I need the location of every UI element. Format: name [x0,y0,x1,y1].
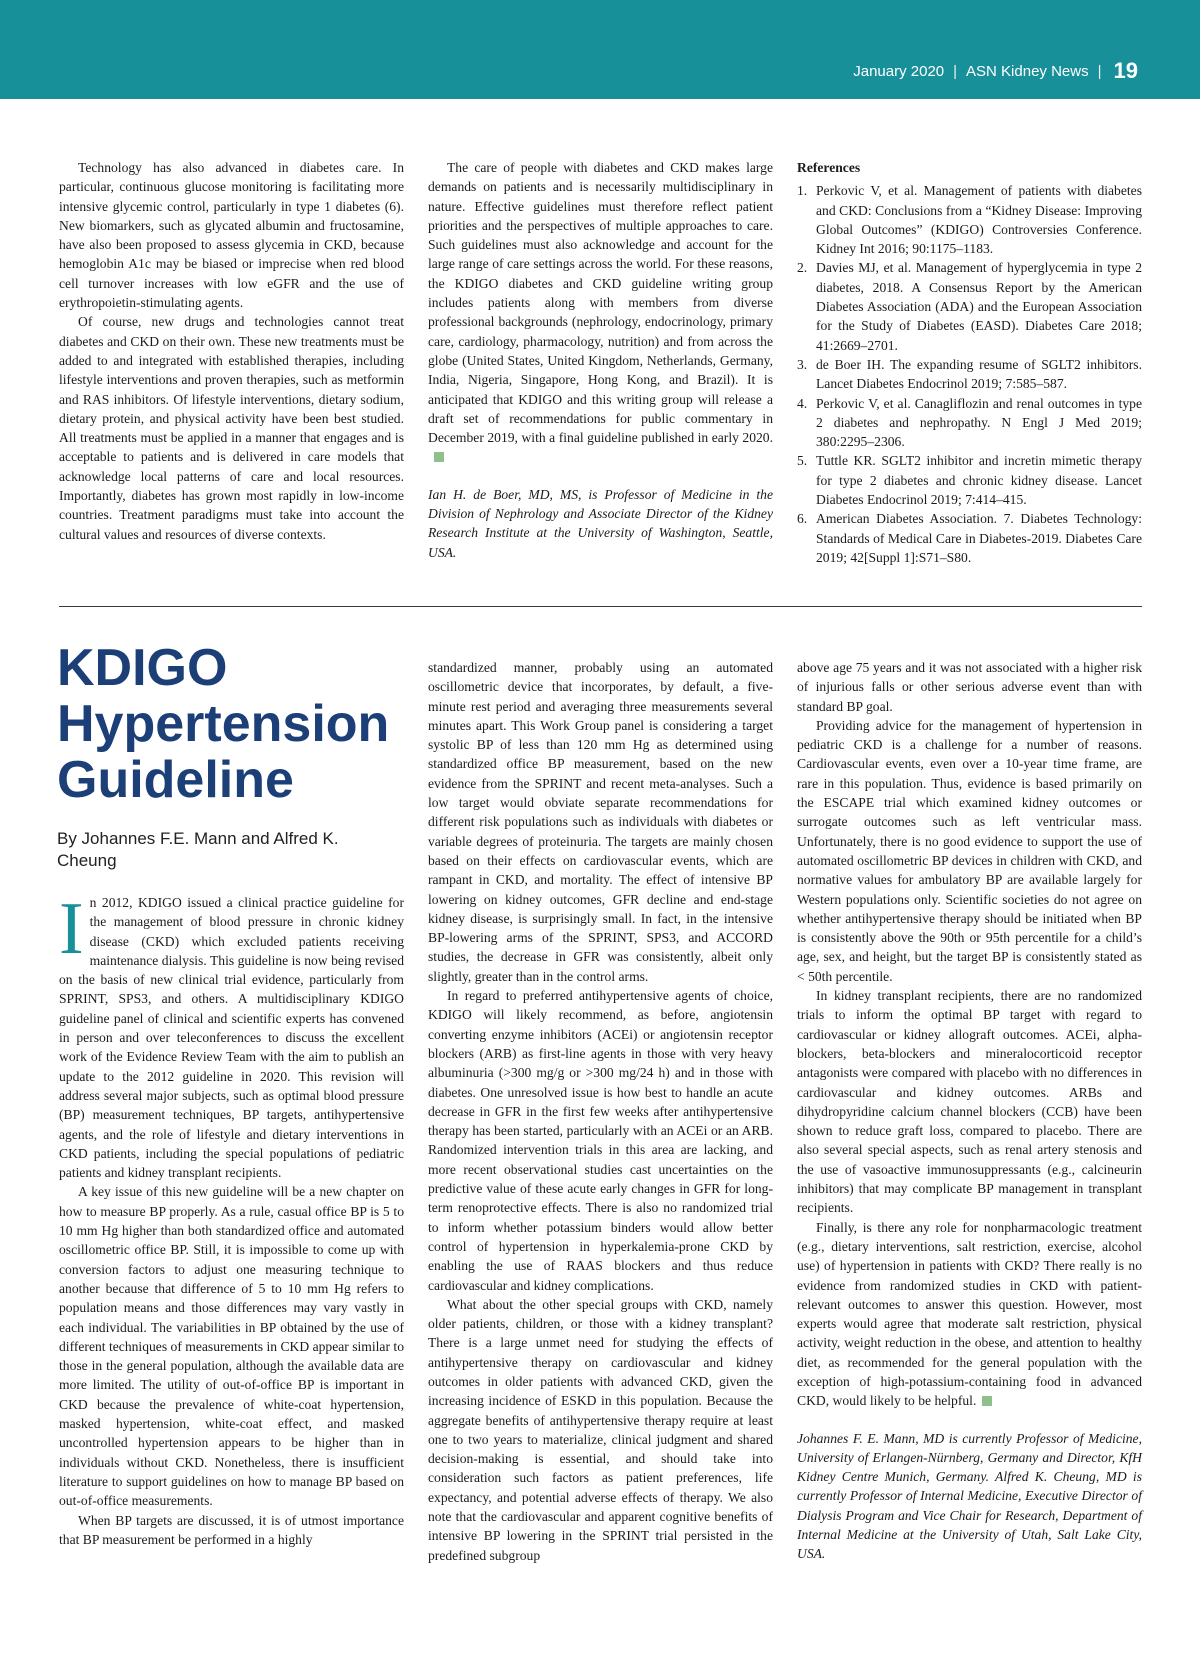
main-article-column-1 [59,888,404,1549]
paragraph: A key issue of this new guideline will be a new chapter on how to measure BP properly. As a rule, casual office BP is 5 to 10 mm Hg higher than both standardized office and automated oscillometric office BP. Still, it is impossible to come up with conversion factors to adjust one measuring technique to another because that difference of 5 to 10 mm Hg refers to population means and those differences may vary vastly in each individual. The variabilities in BP obtained by the use of different techniques of measurements in CKD appear similar to those in the general population, although the available data are more limited. The utility of out-of-office BP is important in CKD because the prevalence of white-coat hypertension, masked hypertension, white-coat effect, and masked uncontrolled hypertension appears to be higher than in individuals without CKD. Nonetheless, there is insufficient literature to support guidelines on how to manage BP based on out-of-office measurements. [59,1184,404,1509]
end-mark-icon [982,1396,992,1406]
reference-number: 3. [797,356,808,372]
reference-text: Perkovic V, et al. Management of patients with diabetes and CKD: Conclusions from a “Kidney Disease: Improving Global Outcomes” (KDIGO) Controversies Conference. Kidney Int 2016; 90:1175–1183. [816,183,1142,257]
header-bar [0,0,1200,99]
article-title: KDIGO Hypertension Guideline [57,639,390,809]
reference-text: Davies MJ, et al. Management of hyperglycemia in type 2 diabetes, 2018. A Consensus Report by the American Diabetes Association (ADA) and the European Association for the Study of Diabetes (EASD). Diabetes Care 2018; 41:2669–2701. [816,260,1142,353]
reference-number: 5. [797,453,808,469]
paragraph-text: The care of people with diabetes and CKD makes large demands on patients and is necessarily multidisciplinary in nature. Effective guidelines must therefore reflect patient priorities and the perspectives of multiple approaches to care. Such guidelines must also acknowledge and account for the large range of care settings across the world. For these reasons, the KDIGO diabetes and CKD guideline writing group includes patients along with members from diverse professional backgrounds (nephrology, endocrinology, primary care, cardiology, pharmacology, nutrition) and from across the globe (United States, United Kingdom, Netherlands, Germany, India, Nigeria, Singapore, Hong Kong, and Brazil). It is anticipated that KDIGO and this writing group will release a draft set of recommendations for public commentary in December 2019, with a final guideline published in early 2020. [428,160,773,446]
reference-text: Perkovic V, et al. Canagliflozin and renal outcomes in type 2 diabetes and nephropathy. N Engl J Med 2019; 380:2295–2306. [816,395,1142,450]
references-list [797,181,1142,567]
reference-item [797,355,1142,394]
author-bio: Ian H. de Boer, MD, MS, is Professor of Medicine in the Division of Nephrology and Associate Director of the Kidney Research Institute at the University of Washington, Seattle, USA. [428,486,773,560]
paragraph: Of course, new drugs and technologies cannot treat diabetes and CKD on their own. These new treatments must be added to and integrated with established therapies, including lifestyle interventions and proven therapies, such as metformin and RAS inhibitors. Of lifestyle interventions, dietary sodium, dietary protein, and physical activity have been best studied. All treatments must be applied in a manner that engages and is acceptable to patients and is delivered in care models that acknowledge local patterns of care and local resources. Importantly, diabetes has grown most rapidly in low-income countries. Treatment paradigms must take into account the cultural values and resources of diverse contexts. [59,314,404,542]
byline: By Johannes F.E. Mann and Alfred K. Cheung [57,829,339,870]
paragraph: When BP targets are discussed, it is of utmost importance that BP measurement be performed in a highly [59,1512,404,1547]
top-article-column-1 [59,158,404,544]
reference-item [797,509,1142,567]
lede-text: n 2012, KDIGO issued a clinical practice guideline for the management of blood pressure in chronic kidney disease (CKD) which excluded patients receiving maintenance dialysis. This guideline is now being revised on the basis of new clinical trial evidence, particularly from SPRINT, SPS3, and others. A multidisciplinary KDIGO guideline panel of clinical and scientific experts has convened in person and over teleconferences to discuss the excellent work of the Evidence Review Team with the aim to publish an update to the 2012 guideline in 2020. This revision will address several major subjects, such as optimal blood pressure (BP) measurement techniques, BP targets, antihypertensive agents, and the role of lifestyle and dietary interventions in CKD patients, including the special populations of pediatric patients and kidney transplant recipients. [59,895,404,1181]
reference-text: Tuttle KR. SGLT2 inhibitor and incretin mimetic therapy for type 2 diabetes and chronic kidney disease. Lancet Diabetes Endocrinol 2019; 7:414–415. [816,453,1142,508]
separator: | [1097,62,1102,80]
paragraph [797,1218,1142,1411]
reference-number: 2. [797,260,808,276]
reference-number: 6. [797,511,808,527]
references-section [797,158,1142,567]
reference-text: American Diabetes Association. 7. Diabetes Technology: Standards of Medical Care in Diabetes-2019. Diabetes Care 2019; 42[Suppl 1]:S71–S80. [816,511,1142,565]
reference-item [797,181,1142,258]
author-bio: Johannes F. E. Mann, MD is currently Professor of Medicine, University of Erlangen-Nürnberg, Germany and Director, KfH Kidney Centre Munich, Germany. Alfred K. Cheung, MD is currently Professor of Internal Medicine, Executive Director of Dialysis Program and Vice Chair for Research, Department of Internal Medicine at the University of Utah, Salt Lake City, USA. [797,1430,1142,1562]
reference-item [797,451,1142,509]
issue-line [853,58,1138,84]
reference-item [797,258,1142,354]
page-number: 19 [1113,58,1138,83]
lede-paragraph [59,888,404,1182]
reference-text: de Boer IH. The expanding resume of SGLT2 inhibitors. Lancet Diabetes Endocrinol 2019; 7:585–587. [816,356,1142,392]
issue-date: January 2020 [853,62,945,80]
paragraph-continuation: above age 75 years and it was not associated with a higher risk of injurious falls or other serious adverse event than with standard BP goal. [797,660,1142,714]
paragraph [428,158,773,467]
drop-cap: I [59,888,84,970]
separator: | [953,62,958,80]
main-article-column-2 [428,658,773,1565]
top-article-column-2 [428,158,773,562]
reference-item [797,394,1142,452]
paragraph: In regard to preferred antihypertensive agents of choice, KDIGO will likely recommend, as before, angiotensin converting enzyme inhibitors (ACEi) or angiotensin receptor blockers (ARB) as first-line agents in those with very heavy albuminuria (>300 mg/g or >300 mg/24 h) and in those with diabetes. One unresolved issue is how best to handle an acute decrease in GFR in the first few weeks after antihypertensive therapy has been started, particularly with an ACEi or an ARB. Randomized intervention trials in this area are lacking, and more recent observational studies cast uncertainties on the predictive value of these acute early changes in GFR for long-term renoprotective effects. There is also no randomized trial to inform whether potassium binders would allow better control of hypertension in hyperkalemia-prone CKD by enabling the use of RAAS blockers and thus reduce cardiovascular and kidney complications. [428,988,773,1293]
reference-number: 1. [797,183,808,199]
paragraph: Technology has also advanced in diabetes care. In particular, continuous glucose monitoring is facilitating more intensive glycemic control, particularly in type 1 diabetes (6). New biomarkers, such as glycated albumin and fructosamine, have also been proposed to assess glycemia in CKD, because hemoglobin A1c may be biased or imprecise when red blood cell turnover increases with low eGFR and the use of erythropoietin-stimulating agents. [59,160,404,311]
paragraph: In kidney transplant recipients, there are no randomized trials to inform the optimal BP target with regard to cardiovascular or kidney allograft outcomes. ACEi, alpha-blockers, beta-blockers and mineralocorticoid receptor antagonists were compared with placebo with no differences in cardiovascular and kidney outcomes. ARBs and dihydropyridine calcium channel blockers (CCB) have been shown to reduce graft loss, compared to placebo. There are also several special aspects, such as renal artery stenosis and the use of vasoactive immunosuppressants (e.g., calcineurin inhibitors) that may complicate BP management in transplant recipients. [797,988,1142,1216]
section-divider [59,606,1142,607]
references-heading: References [797,160,861,175]
paragraph: What about the other special groups with CKD, namely older patients, children, or those with a kidney transplant? There is a large unmet need for studying the effects of antihypertensive therapy on cardiovascular and kidney outcomes in older patients with advanced CKD, given the increasing incidence of ESKD in this population. Because the aggregate benefits of antihypertensive therapy require at least one to two years to materialize, clinical judgment and shared decision-making is essential, and should take into consideration such factors as patient preferences, life expectancy, and potential adverse effects of therapy. We also note that the cardiovascular and apparent cognitive benefits of intensive BP lowering in the SPRINT trial persisted in the predefined subgroup [428,1296,773,1563]
paragraph-continuation: standardized manner, probably using an automated oscillometric device that incorporates, by default, a five-minute rest period and averaging three measurements several minutes apart. This Work Group panel is considering a target systolic BP of less than 120 mm Hg as determined using standardized office BP measurement, based on the new evidence from the SPRINT and recent meta-analyses. Such a low target would obviate separate recommendations for different risk populations such as individuals with diabetes or variable degrees of proteinuria. The targets are mainly chosen based on their effects on cardiovascular events, which are rampant in CKD, and mortality. The effect of intensive BP lowering on kidney outcomes, GFR decline and end-stage kidney disease, is surprisingly small. In fact, in the intensive BP-lowering arms of the SPRINT, SPS3, and ACCORD studies, the decrease in GFR was consistently, albeit only slightly, greater than in the control arms. [428,660,773,984]
paragraph-text: Finally, is there any role for nonpharmacologic treatment (e.g., dietary interventions, salt restriction, exercise, alcohol use) of hypertension in patients with CKD? There really is no evidence from randomized studies in CKD with patient-relevant outcomes to answer this question. However, most experts would agree that moderate salt restriction, physical activity, weight reduction in the obese, and attention to healthy diet, as recommended for the general population with the exception of high-potassium-containing food in advanced CKD, would likely to be helpful. [797,1219,1142,1409]
paragraph: Providing advice for the management of hypertension in pediatric CKD is a challenge for a number of reasons. Cardiovascular events, even over a 10-year time frame, are rare in this population. Thus, evidence is based primarily on the ESCAPE trial which examined kidney outcomes or surrogate outcomes such as left ventricular mass. Unfortunately, there is no good evidence to support the use of automated oscillometric BP devices in children with CKD, and normative values for ambulatory BP are available largely for Western populations only. Scientific societies do not agree on whether antihypertensive therapy should be initiated when BP is consistently above the 90th or 95th percentile for a child’s age, sex, and height, but the target BP is consistently stated as < 50th percentile. [797,717,1142,984]
end-mark-icon [434,452,444,462]
reference-number: 4. [797,395,808,411]
publication-name: ASN Kidney News [966,62,1089,80]
main-article-column-3 [797,658,1142,1564]
